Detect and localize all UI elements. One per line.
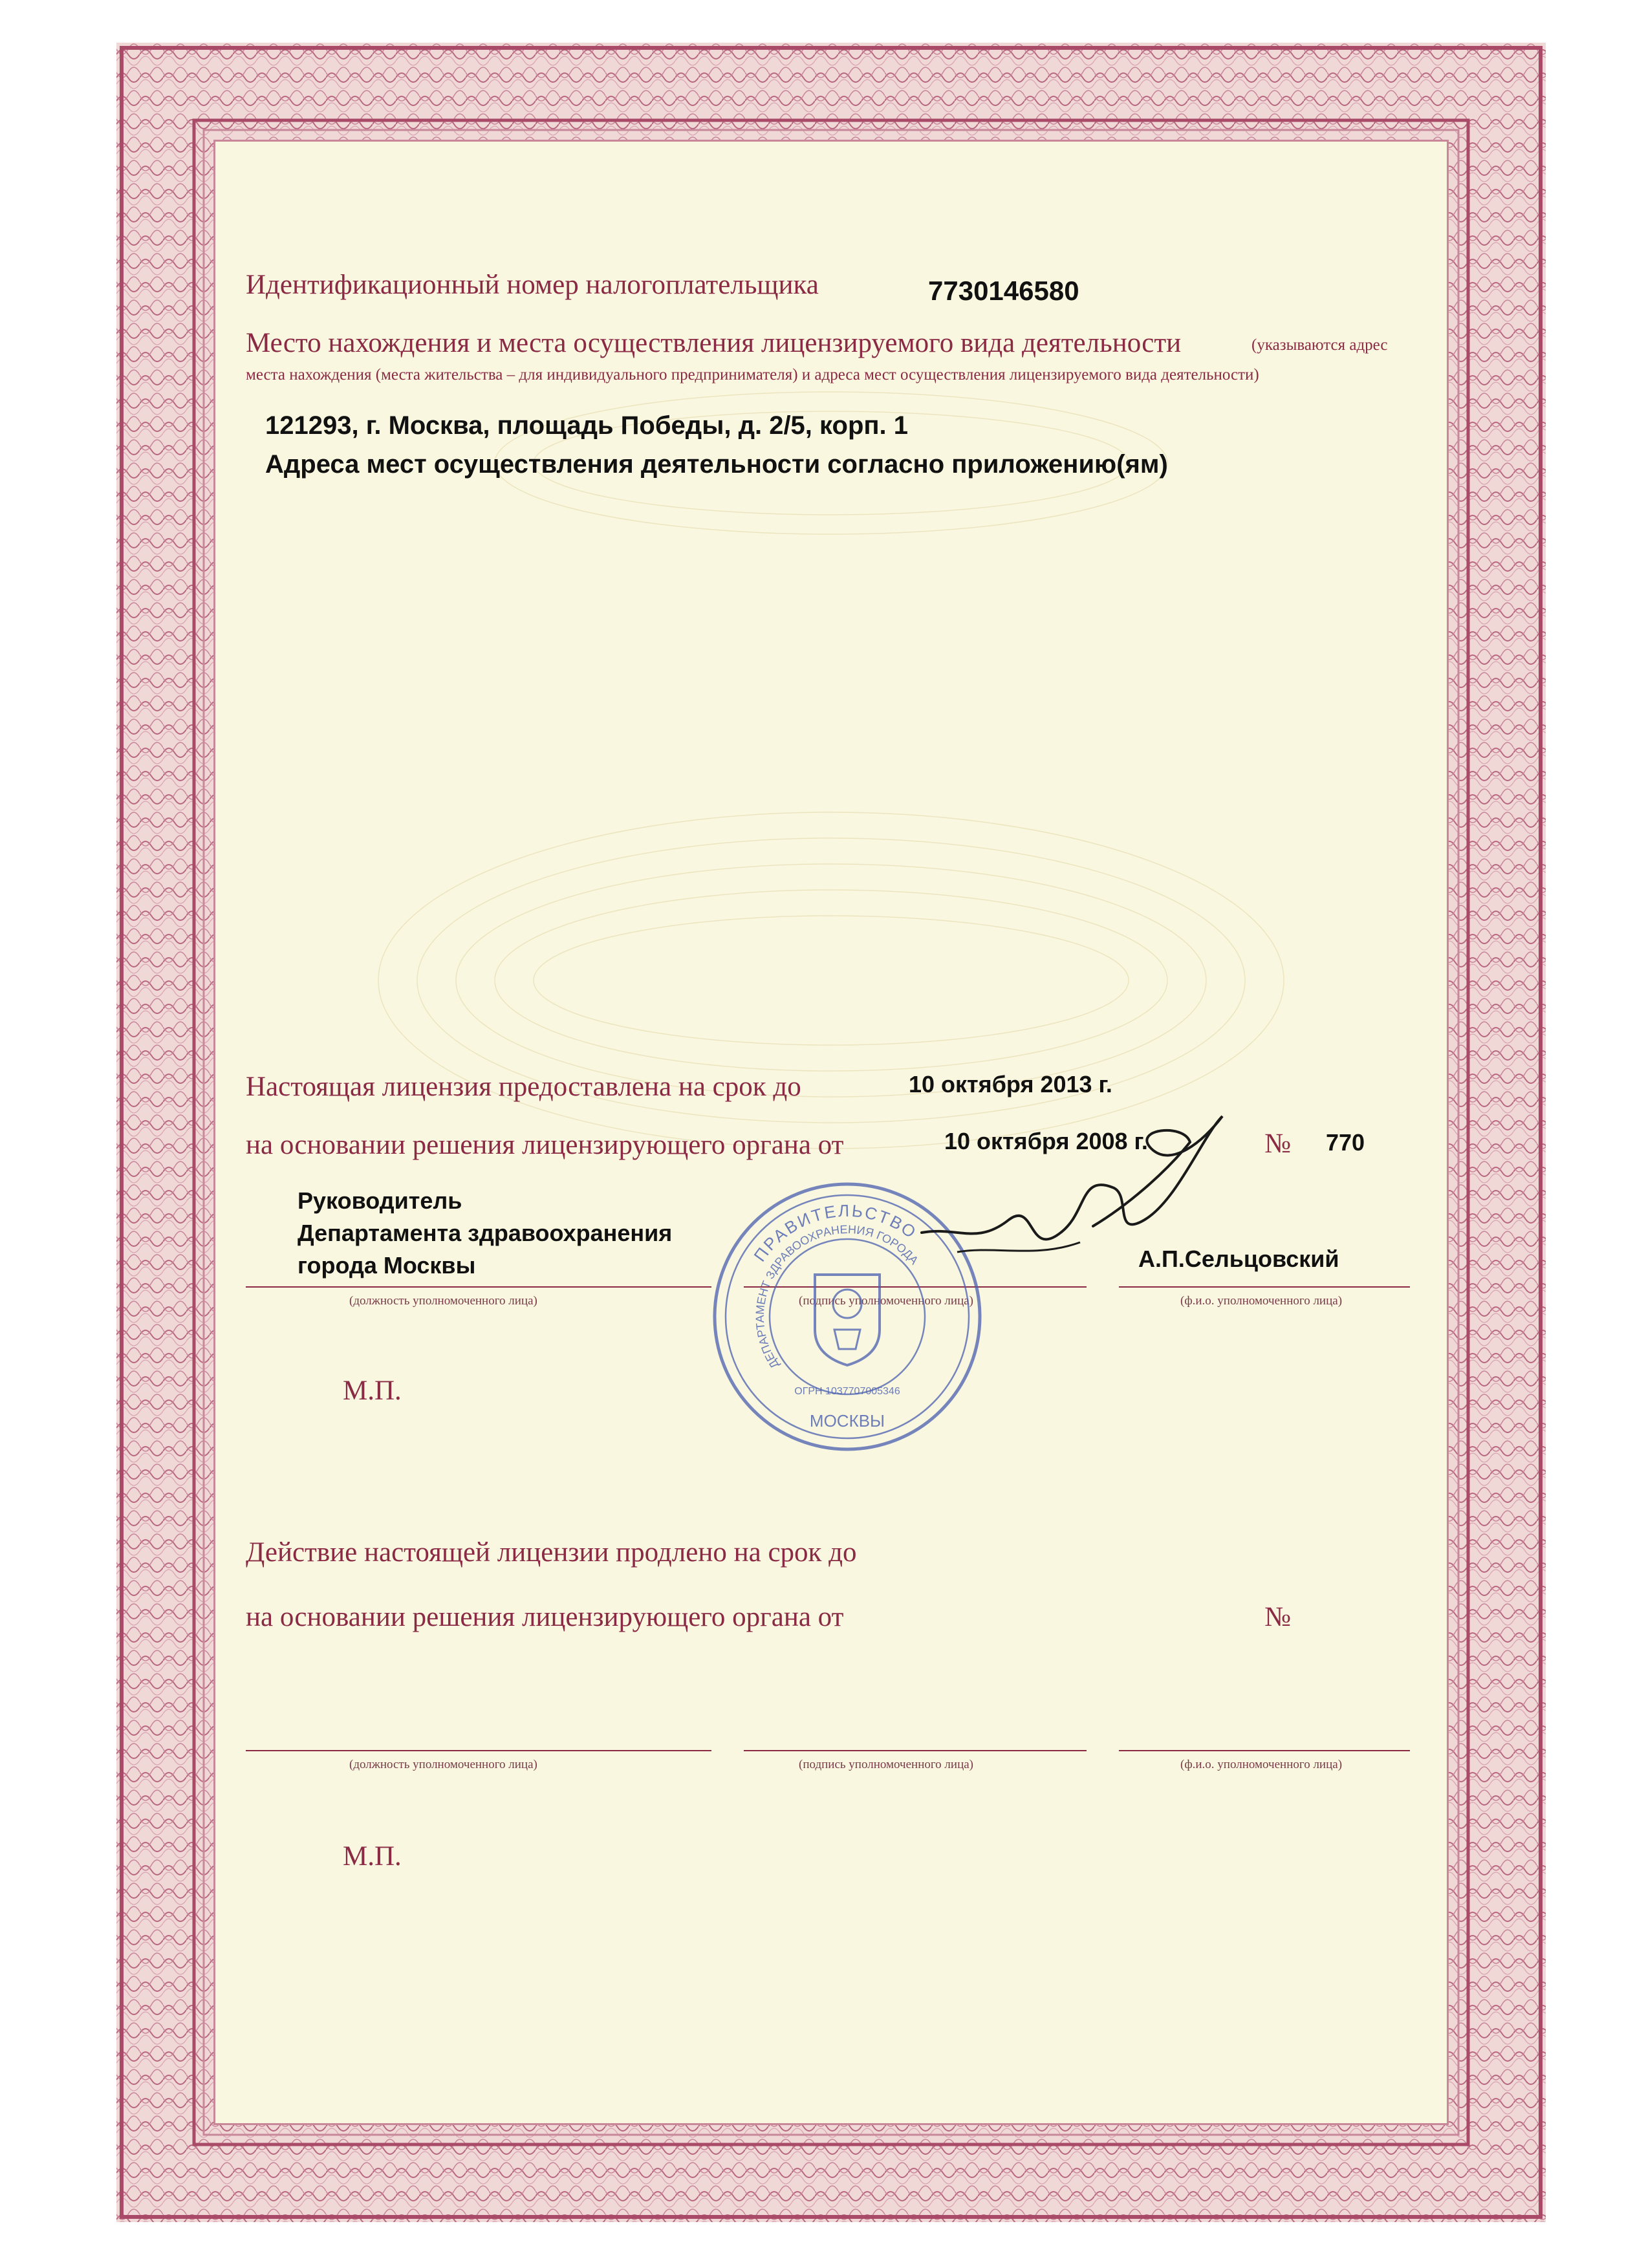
- extension-name-line: [1119, 1750, 1410, 1751]
- extension-caption-position: (должность уполномоченного лица): [349, 1758, 537, 1771]
- position-line: [246, 1286, 711, 1288]
- handwritten-signature: [918, 1097, 1229, 1278]
- term-label: Настоящая лицензия предоставлена на срок до: [246, 1072, 801, 1102]
- extension-caption-signature: (подпись уполномоченного лица): [799, 1758, 974, 1771]
- stamp-mark-1: М.П.: [343, 1376, 402, 1406]
- inn-value: 7730146580: [928, 275, 1079, 306]
- document-body: [213, 140, 1449, 2125]
- address-line-1: 121293, г. Москва, площадь Победы, д. 2/5, корп. 1: [265, 411, 909, 440]
- caption-signature: (подпись уполномоченного лица): [799, 1294, 974, 1308]
- location-note-b: места нахождения (места жительства – для индивидуального предпринимателя) и адреса мест осуществления лицензируемого вида деятельности): [246, 366, 1259, 383]
- location-heading: Место нахождения и места осуществления лицензируемого вида деятельности: [246, 328, 1182, 358]
- signatory-name: А.П.Сельцовский: [1138, 1246, 1339, 1272]
- extension-caption-name: (ф.и.о. уполномоченного лица): [1180, 1758, 1343, 1771]
- seal-bottom-text: МОСКВЫ: [809, 1411, 885, 1431]
- extension-label: Действие настоящей лицензии продлено на срок до: [246, 1537, 857, 1568]
- decision-label: на основании решения лицензирующего органа от: [246, 1130, 844, 1160]
- seal-ogrn: ОГРН 1037707005346: [794, 1386, 900, 1397]
- extension-signature-line: [744, 1750, 1087, 1751]
- extension-number-sign: №: [1264, 1602, 1292, 1632]
- location-note-a: (указываются адрес: [1251, 336, 1388, 354]
- signatory-position-line-2: Департамента здравоохранения: [298, 1220, 673, 1246]
- license-sheet: [116, 43, 1546, 2222]
- seal-ring-text: ДЕПАРТАМЕНТ ЗДРАВООХРАНЕНИЯ ГОРОДА: [753, 1222, 921, 1371]
- stamp-mark-2: М.П.: [343, 1841, 402, 1872]
- caption-position: (должность уполномоченного лица): [349, 1294, 537, 1308]
- inn-label: Идентификационный номер налогоплательщика: [246, 270, 819, 300]
- decision-number: 770: [1326, 1129, 1365, 1156]
- extension-position-line: [246, 1750, 711, 1751]
- coat-of-arms-icon: [815, 1275, 880, 1365]
- term-value: 10 октября 2013 г.: [909, 1071, 1112, 1097]
- decision-date: 10 октября 2008 г.: [944, 1128, 1148, 1154]
- signatory-position-line-3: города Москвы: [298, 1252, 476, 1279]
- signatory-position-line-1: Руководитель: [298, 1187, 462, 1214]
- decision-number-sign: №: [1264, 1129, 1292, 1159]
- address-line-2: Адреса мест осуществления деятельности согласно приложению(ям): [265, 450, 1168, 479]
- extension-decision-label: на основании решения лицензирующего органа от: [246, 1602, 844, 1632]
- caption-name: (ф.и.о. уполномоченного лица): [1180, 1294, 1343, 1308]
- seal-top-text: ПРАВИТЕЛЬСТВО: [750, 1200, 921, 1266]
- name-line: [1119, 1286, 1410, 1288]
